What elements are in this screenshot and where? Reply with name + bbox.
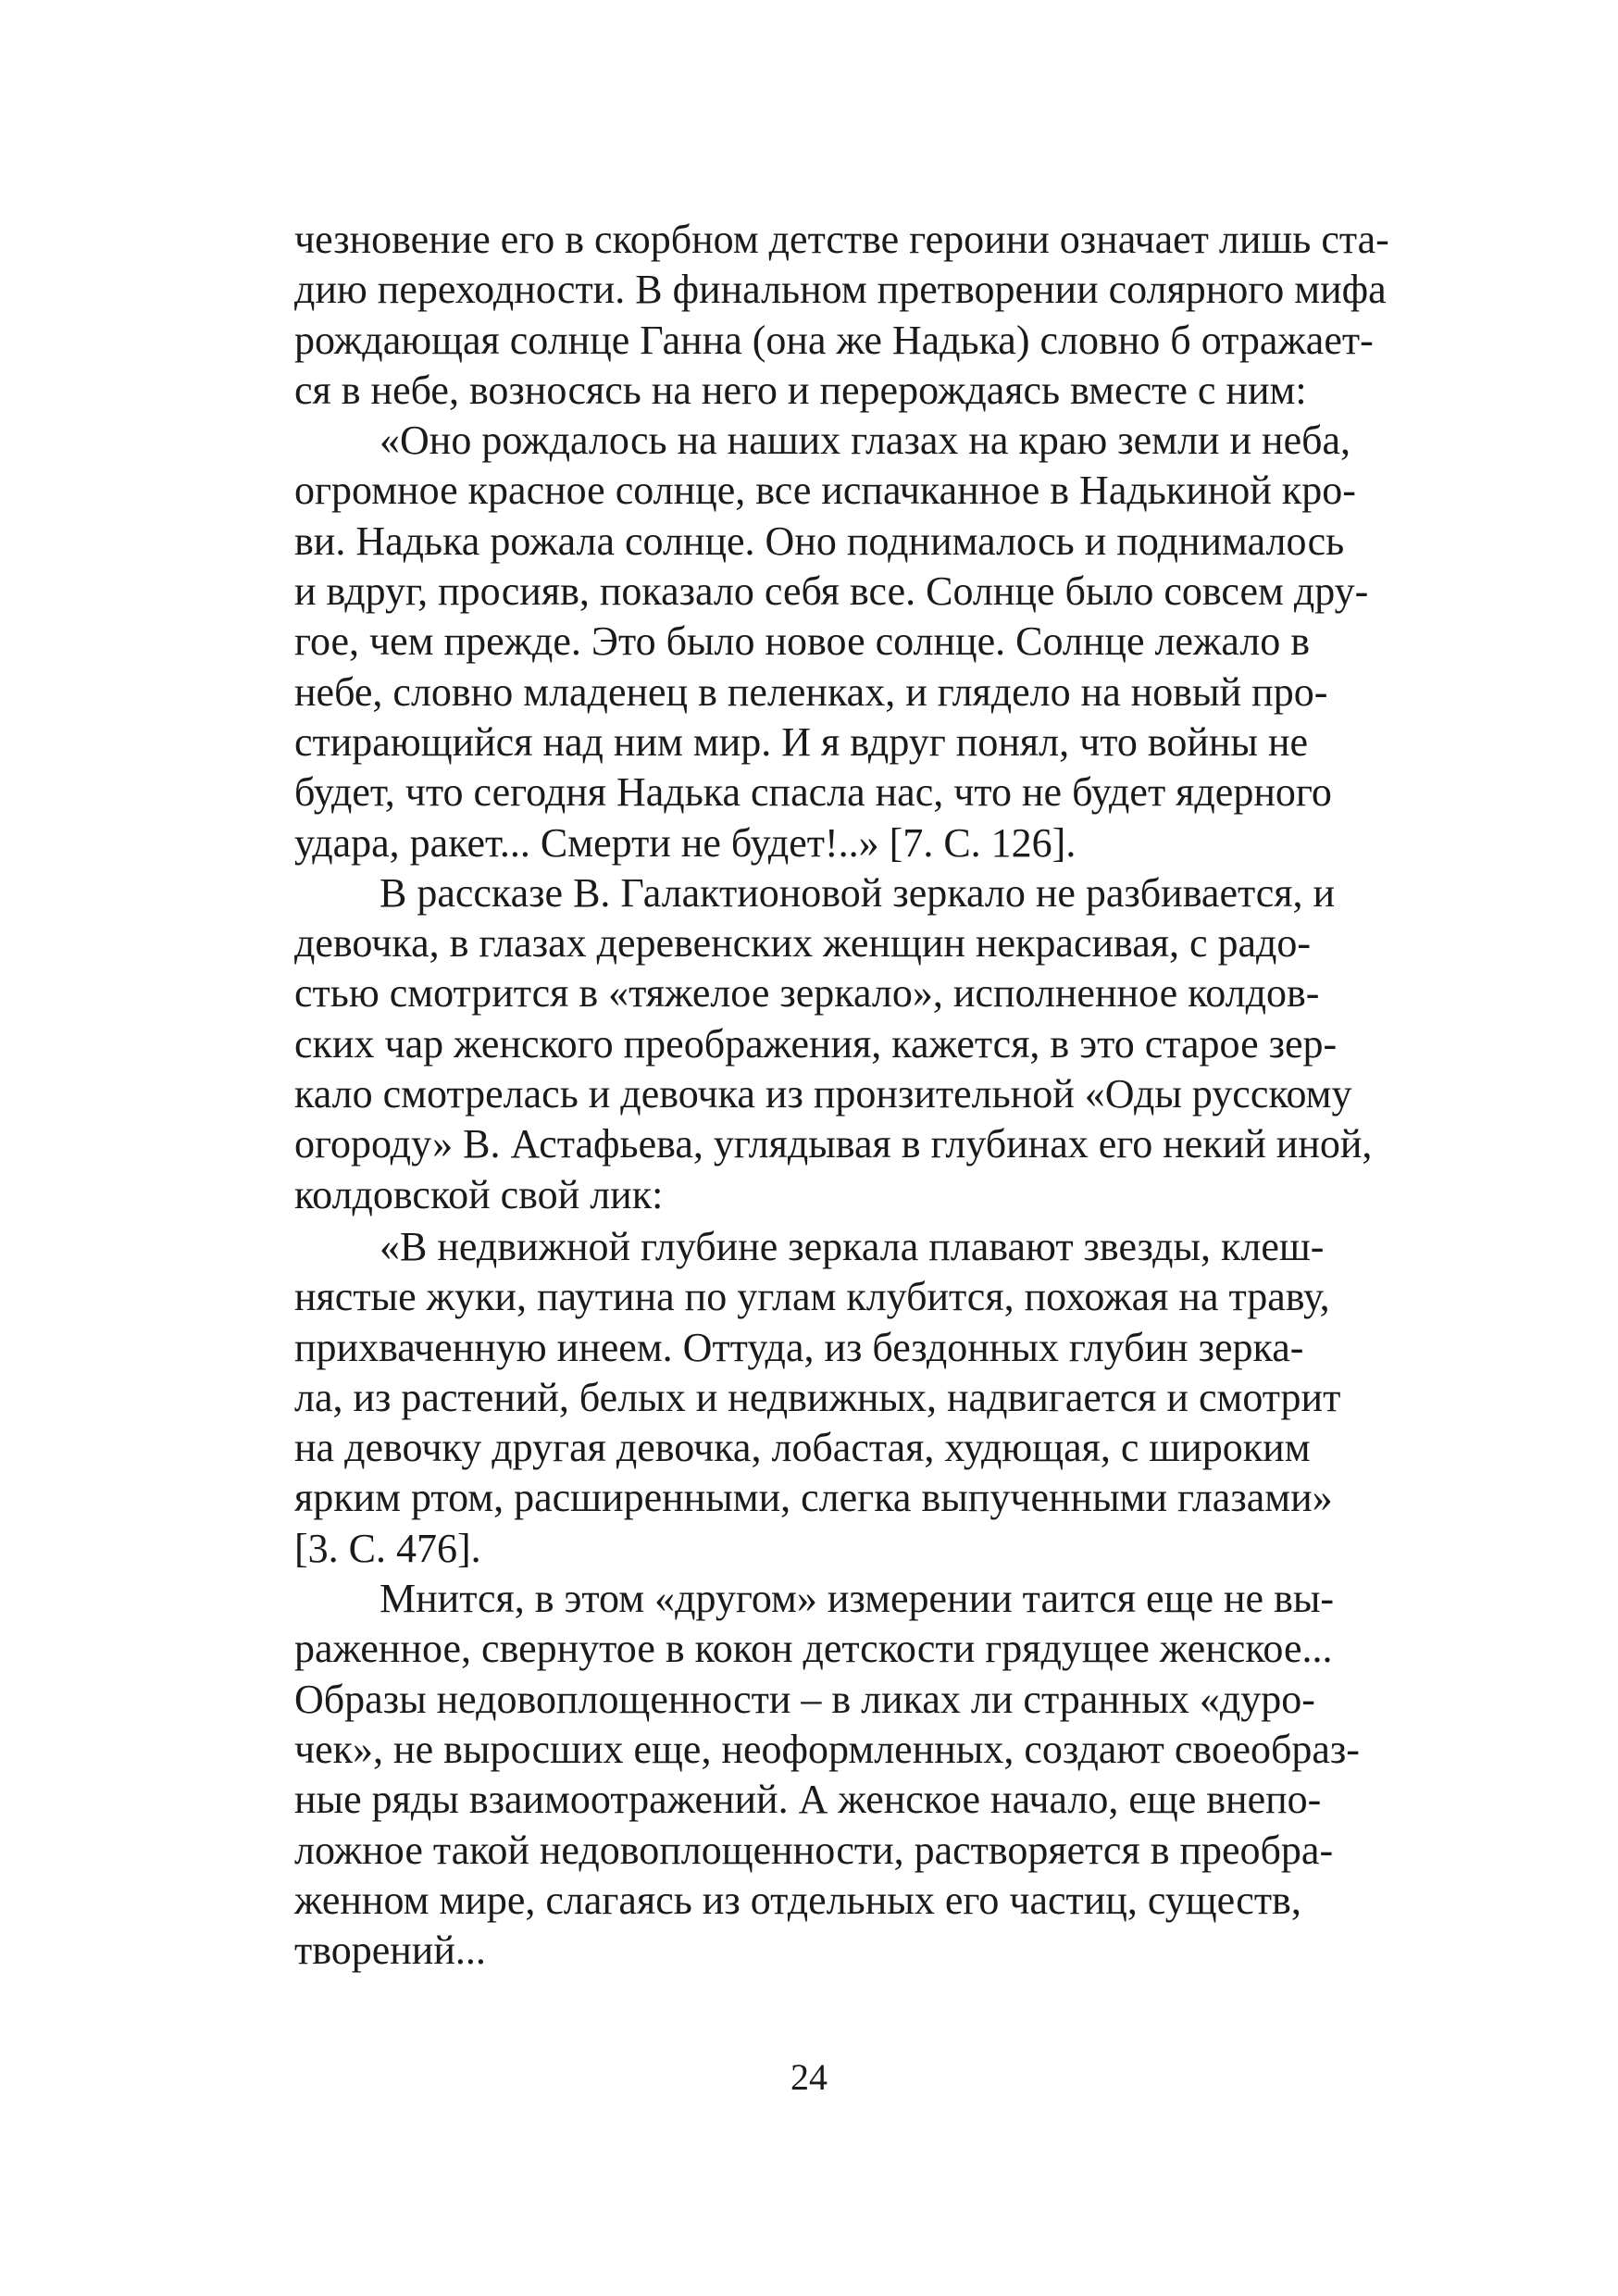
paragraph-mirror: В рассказе В. Галактионовой зеркало не разбивается, и девочка, в глазах деревенских женщин некрасивая, с радо- стью смотрится в «тяжелое зеркало», исполненное колдов- ских чар женского преображения, кажется, в это старое зер- кало смотрелась и девочка из пронзительной «Оды русскому огороду» В. Астафьева, углядывая в глубинах его некий иной, колдовской свой лик: <box>294 869 1373 1217</box>
quote-paragraph-sun: «Оно рождалось на наших глазах на краю земли и неба, огромное красное солнце, все испачканное в Надькиной кро- ви. Надька рожала солнце. Оно поднималось и поднималось и вдруг, просияв, показало себя все. Солнце было совсем дру- гое, чем прежде. Это было новое солнце. Солнце лежало в небе, словно младенец в пеленках, и глядело на новый про- стирающийся над ним мир. И я вдруг понял, что войны не будет, что сегодня Надька спасла нас, что не будет ядерного удара, ракет... Смерти не будет!..» [7. С. 126]. <box>294 418 1369 866</box>
page-number: 24 <box>790 2056 828 2098</box>
paragraph-continuation: чезновение его в скорбном детстве героини означает лишь ста- дию переходности. В финальном претворении солярного мифа рождающая солнце Ганна (она же Надька) словно б отражает- ся в небе, возносясь на него и перерождаясь вместе с ним: <box>294 217 1389 413</box>
body-text <box>294 215 1396 1976</box>
quote-paragraph-mirror: «В недвижной глубине зеркала плавают звезды, клеш- нястые жуки, паутина по углам клубится, похожая на траву, прихваченную инеем. Оттуда, из бездонных глубин зерка- ла, из растений, белых и недвижных, надвигается и смотрит на девочку другая девочка, лобастая, худющая, с широким ярким ртом, расширенными, слегка выпученными глазами» [3. С. 476]. <box>294 1223 1341 1571</box>
paragraph-closing: Мнится, в этом «другом» измерении таится еще не вы- раженное, свернутое в кокон детскости грядущее женское... Образы недовоплощенности – в ликах ли странных «дуро- чек», не выросших еще, неоформленных, создают своеобраз- ные ряды взаимоотражений. А женское начало, еще внепо- ложное такой недовоплощенности, растворяется в преобра- женном мире, слагаясь из отдельных его частиц, существ, творений... <box>294 1576 1360 1974</box>
